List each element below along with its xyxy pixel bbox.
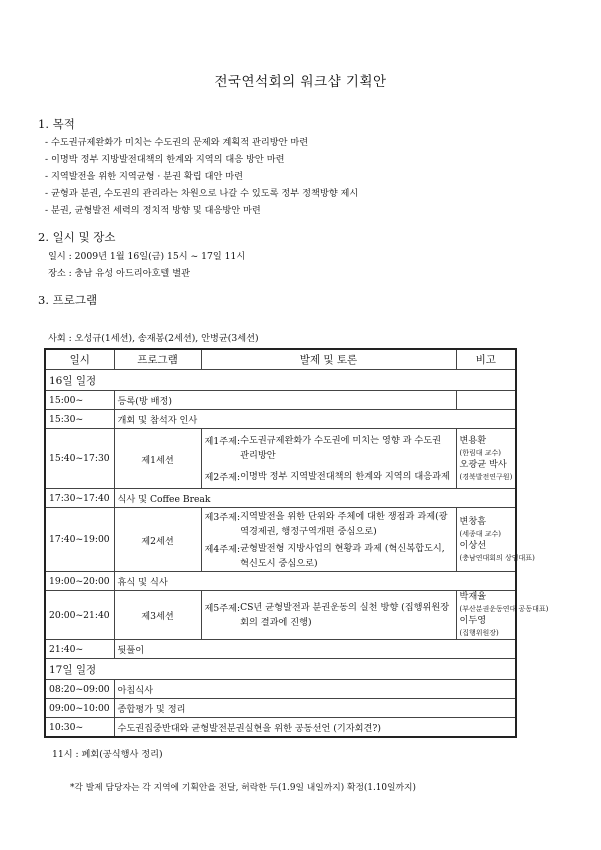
topic-label: 제3주제: xyxy=(204,511,241,523)
topic xyxy=(205,600,453,630)
row-time: 17:30~17:40 xyxy=(45,489,114,508)
row-time: 09:00~10:00 xyxy=(45,699,114,718)
topic xyxy=(205,541,453,571)
row-time: 19:00~20:00 xyxy=(45,572,114,591)
topic-label: 제1주제: xyxy=(204,436,241,447)
session-row xyxy=(45,508,516,572)
session-topics xyxy=(201,508,456,572)
day2-label: 17일 일정 xyxy=(45,659,516,680)
footnote: *각 발제 담당자는 각 지역에 기획안을 전달, 허락한 두(1.9일 내일까지) 확정(1.10일까지) xyxy=(70,783,416,793)
row-time: 10:30~ xyxy=(45,718,114,738)
purpose-heading: 1. 목적 xyxy=(38,117,75,131)
purpose-item: - 수도권규제완화가 미치는 수도권의 문제와 계획적 관리방안 마련 xyxy=(45,137,309,148)
table-header-row xyxy=(45,349,516,370)
table-row xyxy=(45,572,516,591)
document-title: 전국연석회의 워크샵 기획안 xyxy=(214,74,387,90)
session-topics xyxy=(201,429,456,489)
presenter-name: 변창흠 xyxy=(459,515,487,527)
closing-note: 11시 : 폐회(공식행사 정리) xyxy=(52,749,163,760)
presenter-affiliation: (한림대 교수) xyxy=(459,448,501,457)
table-row xyxy=(45,699,516,718)
header-note: 비고 xyxy=(456,349,516,370)
purpose-item: - 지역발전을 위한 지역균형 · 분권 확립 대안 마련 xyxy=(45,171,244,182)
presenter-affiliation: (집행위원장) xyxy=(459,629,499,637)
presenters xyxy=(456,429,516,489)
row-time: 21:40~ xyxy=(45,640,114,659)
schedule-heading: 2. 일시 및 장소 xyxy=(38,230,116,244)
row-text: 종합평가 및 정리 xyxy=(114,699,516,718)
topic-text: 균형발전형 지방사업의 현황과 과제 (혁신복합도시, 혁신도시 중심으로) xyxy=(240,542,445,569)
row-time: 20:00~21:40 xyxy=(45,591,114,640)
table-row xyxy=(45,680,516,699)
presenter-name: 이두영 xyxy=(459,615,487,626)
program-table xyxy=(44,348,549,738)
schedule-place: 장소 : 충남 유성 아드리아호텔 별관 xyxy=(48,268,190,279)
table-row xyxy=(45,391,516,410)
schedule-datetime: 일시 : 2009년 1월 16일(금) 15시 ~ 17일 11시 xyxy=(48,251,246,262)
session-name: 제3세션 xyxy=(114,591,201,640)
presenter-name: 변용환 xyxy=(459,434,487,446)
table-row xyxy=(45,640,516,659)
topic-label: 제5주제: xyxy=(204,603,241,614)
row-text: 식사 및 Coffee Break xyxy=(114,489,516,508)
row-time: 17:40~19:00 xyxy=(45,508,114,572)
session-topics xyxy=(201,591,456,640)
topic-text: CS년 균형발전과 분권운동의 실천 방향 (집행위원장 회의 결과에 진행) xyxy=(240,602,450,628)
purpose-item: - 균형과 분권, 수도권의 관리라는 차원으로 나갈 수 있도록 정부 정책방향 제시 xyxy=(45,188,359,199)
topic-label: 제4주제: xyxy=(204,543,241,555)
row-text: 수도권집중반대와 균형발전분권실현을 위한 공동선언 (기자회견?) xyxy=(114,718,516,738)
row-text: 뒷풀이 xyxy=(114,640,516,659)
presenter-affiliation: (부산분권운동연대 공동대표) xyxy=(459,605,549,613)
session-name: 제1세션 xyxy=(114,429,201,489)
presenter-affiliation: (경북발전연구원) xyxy=(459,472,513,481)
header-presentation: 발제 및 토론 xyxy=(201,349,456,370)
purpose-item: - 분권, 균형발전 세력의 정치적 방향 및 대응방안 마련 xyxy=(45,205,261,216)
session-name: 제2세션 xyxy=(114,508,201,572)
topic-text: 수도권규제완화가 수도권에 미치는 영향 과 수도권 관리방안 xyxy=(240,435,442,461)
table-row xyxy=(45,718,516,738)
session-row xyxy=(45,591,516,640)
row-text: 개회 및 참석자 인사 xyxy=(114,410,516,429)
topic xyxy=(205,509,453,539)
program-heading: 3. 프로그램 xyxy=(38,293,98,307)
topic-text: 이명박 정부 지역발전대책의 한계와 지역의 대응과제 xyxy=(240,471,450,482)
presenters xyxy=(456,508,535,572)
row-time: 15:30~ xyxy=(45,410,114,429)
presenter-name: 박재율 xyxy=(459,591,487,602)
topic xyxy=(205,433,453,463)
presenters xyxy=(456,591,549,640)
topic-label: 제2주제: xyxy=(204,472,241,483)
row-text: 등록(방 배정) xyxy=(114,391,456,410)
table-row xyxy=(45,410,516,429)
row-text: 아침식사 xyxy=(114,680,516,699)
row-time: 08:20~09:00 xyxy=(45,680,114,699)
day-row xyxy=(45,370,516,391)
topic-text: 지역발전을 위한 단위와 주체에 대한 쟁점과 과제(광역경제권, 행정구역개편 중심으로) xyxy=(240,510,448,537)
row-time: 15:00~ xyxy=(45,391,114,410)
table-row xyxy=(45,489,516,508)
session-row xyxy=(45,429,516,489)
row-text: 휴식 및 식사 xyxy=(114,572,516,591)
presenter-affiliation: (세종대 교수) xyxy=(459,529,501,538)
row-time: 15:40~17:30 xyxy=(45,429,114,489)
purpose-item: - 이명박 정부 지방발전대책의 한계와 지역의 대응 방안 마련 xyxy=(45,154,285,165)
day-row xyxy=(45,659,516,680)
presenter-affiliation: (충남연대회의 상임대표) xyxy=(459,553,535,562)
header-time: 일시 xyxy=(45,349,114,370)
presenter-name: 오광균 박사 xyxy=(459,458,507,470)
row-note xyxy=(456,391,516,410)
day1-label: 16일 일정 xyxy=(45,370,516,391)
moderators: 사회 : 오성규(1세션), 송재봉(2세션), 안병균(3세션) xyxy=(48,333,259,344)
header-program: 프로그램 xyxy=(114,349,201,370)
presenter-name: 이상선 xyxy=(459,539,487,551)
topic xyxy=(205,469,453,484)
